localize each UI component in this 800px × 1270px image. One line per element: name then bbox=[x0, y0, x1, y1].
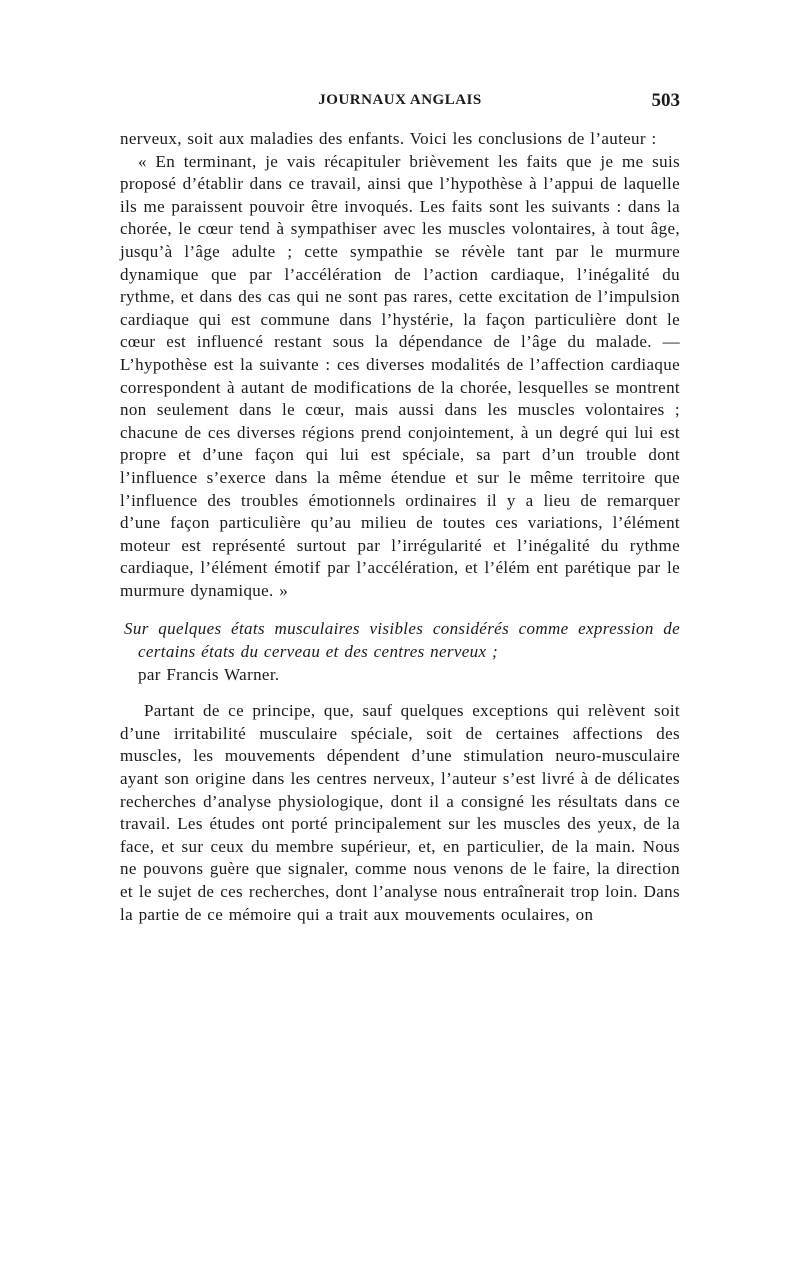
page-number: 503 bbox=[651, 90, 680, 111]
running-title: JOURNAUX ANGLAIS bbox=[318, 92, 482, 108]
intro-paragraph: nerveux, soit aux maladies des enfants. Voici les conclusions de l’auteur : bbox=[120, 129, 657, 148]
main-text bbox=[120, 128, 680, 926]
quoted-conclusions-paragraph: « En terminant, je vais récapituler brièvement les faits que je me suis proposé d’établir dans ce travail, ainsi que l’hypothèse à l’appui de laquelle ils me paraissent pouvoir être invoqués. Les faits sont les suivants : dans la chorée, le cœur tend à sympathiser avec les muscles volontaires, à tout âge, jusqu’à l’âge adulte ; cette sympathie se révèle tant par le murmure dynamique que par l’accélération de l’action cardiaque, l’inégalité du rythme, et dans des cas qui ne sont pas rares, cette excitation de l’impulsion cardiaque qui est commune dans l’hystérie, la façon particulière dont le cœur est influencé restant sous la dépendance de l’âge du malade. — L’hypothèse est la suivante : ces diverses modalités de l’affection cardiaque correspondent à autant de modifications de la chorée, lesquelles se montrent non seulement dans le cœur, mais aussi dans les muscles volontaires ; chacune de ces diverses régions prend conjointement, à un degré qui lui est propre et d’une façon qui lui est spéciale, sa part d’un trouble dont l’influence s’exerce dans la même étendue et sur le même territoire que l’influence des troubles émotionnels ordinaires il y a lieu de remarquer d’une façon particulière qu’au milieu de toutes ces variations, l’élément moteur est représenté surtout par l’irrégularité et l’inégalité du rythme cardiaque, l’élément émotif par l’accélération, et l’élém ent parétique par le murmure dynamique. » bbox=[120, 151, 680, 600]
article-title: Sur quelques états musculaires visibles considérés comme expression de certains états du cerveau et des centres nerveux ; bbox=[124, 619, 680, 662]
article-summary-paragraph: Partant de ce principe, que, sauf quelques exceptions qui relèvent soit d’une irritabilité musculaire spéciale, soit de certaines affections des muscles, les mouvements dépendent d’une stimulation neuro-musculaire ayant son origine dans les centres nerveux, l’auteur s’est livré à de délicates recherches d’analyse physiologique, dont il a consigné les résultats dans ce travail. Les études ont porté principalement sur les muscles des yeux, de la face, et sur ceux du membre supérieur, et, en particulier, de la main. Nous ne pouvons guère que signaler, comme nous venons de le faire, la direction et le sujet de ces recherches, dont l’analyse nous entraînerait trop loin. Dans la partie de ce mémoire qui a trait aux mouvements oculaires, on bbox=[120, 701, 680, 924]
page-header bbox=[120, 92, 680, 116]
article-author: par Francis Warner. bbox=[138, 664, 280, 684]
